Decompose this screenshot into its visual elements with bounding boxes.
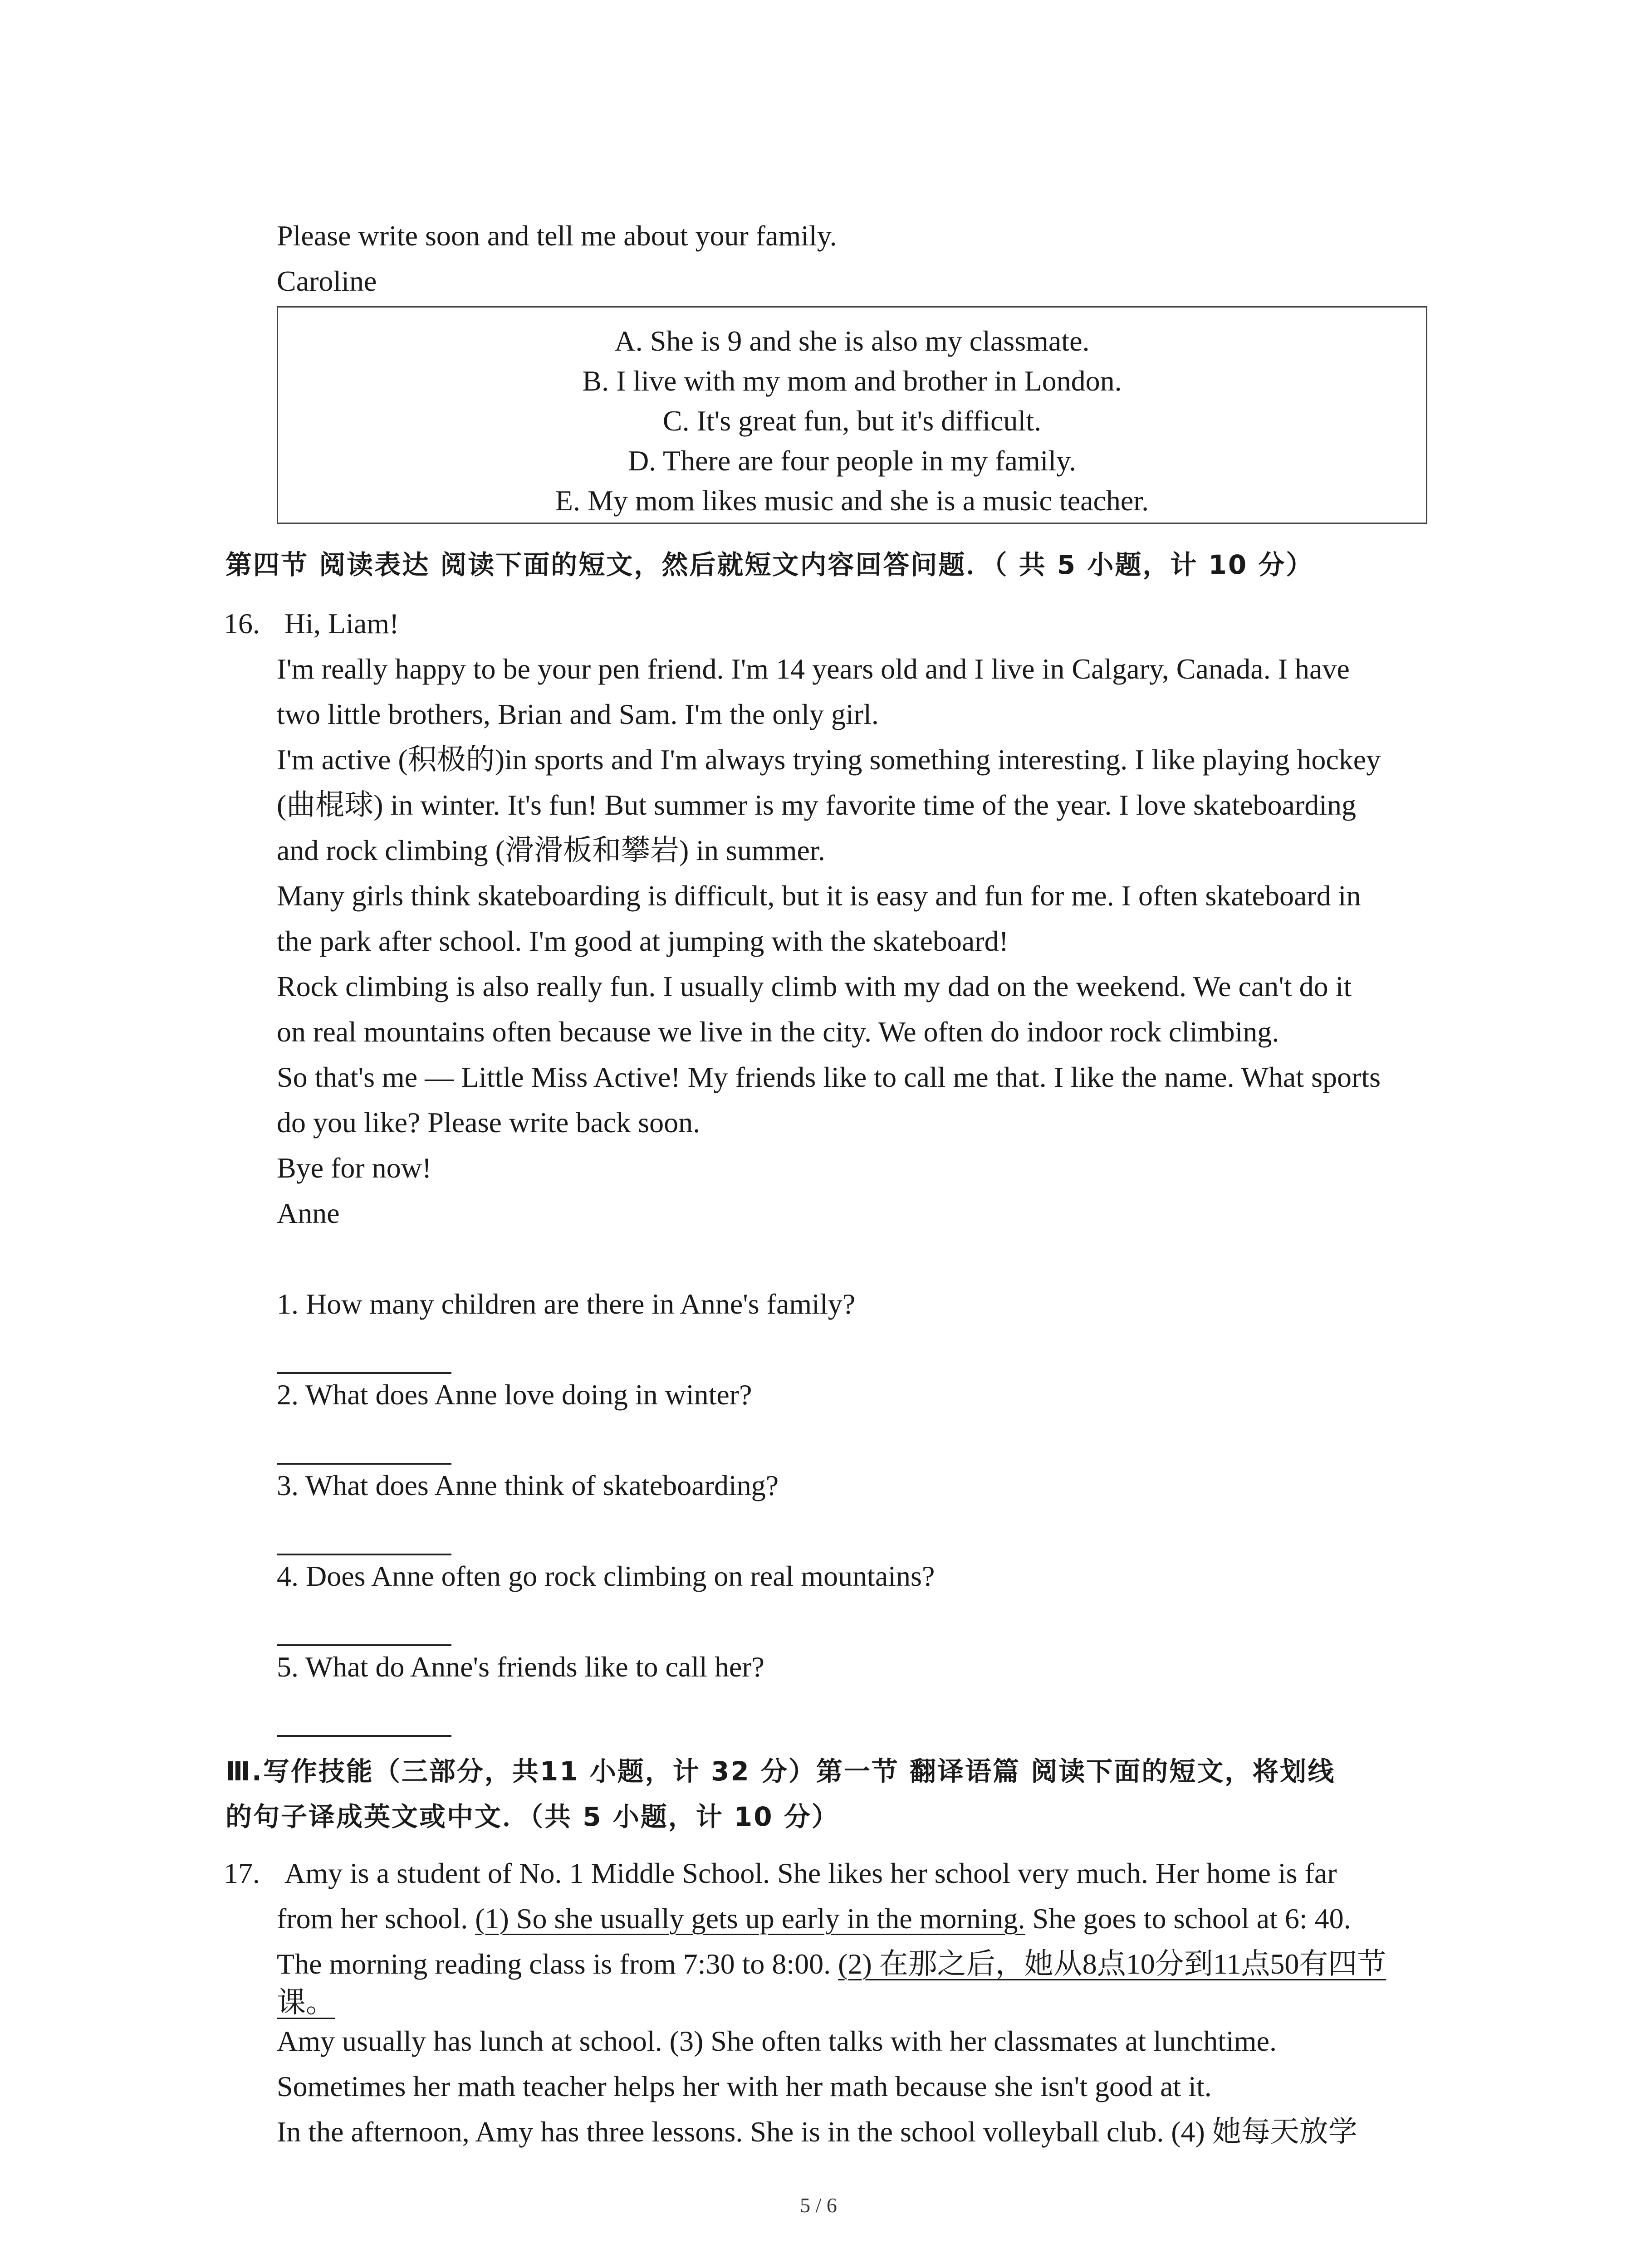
q17-text: from her school. (277, 1902, 475, 1935)
q16-passage-line: do you like? Please write back soon. (277, 1106, 700, 1139)
part3-header-line2: 的句子译成英文或中文．（共 5 小题，计 10 分） (225, 1801, 839, 1832)
q17-passage-line-2 (277, 1896, 1351, 1941)
q17-underlined-sentence-2: (2) 在那之后，她从8点10分到11点50有四节 (838, 1948, 1386, 1980)
q17-underlined-sentence-1: (1) So she usually gets up early in the morning. (475, 1902, 1025, 1935)
q16-passage-line: Many girls think skateboarding is difficult, but it is easy and fun for me. I often skateboard in (277, 880, 1361, 912)
q16-passage-line: I'm active (积极的)in sports and I'm always trying something interesting. I like playing hockey (277, 743, 1381, 776)
q17-text: The morning reading class is from 7:30 to 8:00. (277, 1948, 838, 1980)
q16-greeting: Hi, Liam! (284, 607, 399, 640)
q16-passage-line: So that's me — Little Miss Active! My friends like to call me that. I like the name. What sports (277, 1061, 1381, 1093)
option-c: C. It's great fun, but it's difficult. (662, 405, 1042, 437)
letter-signature: Caroline (277, 265, 377, 297)
q16-passage-line: I'm really happy to be your pen friend. I'm 14 years old and I live in Calgary, Canada. I have (277, 653, 1350, 685)
page-number: 5 / 6 (800, 2194, 837, 2217)
q16-question-4: 4. Does Anne often go rock climbing on real mountains? (277, 1560, 935, 1592)
q17-passage-line: In the afternoon, Amy has three lessons. She is in the school volleyball club. (4) 她每天放学 (277, 2116, 1357, 2148)
q16-passage-line: two little brothers, Brian and Sam. I'm the only girl. (277, 698, 879, 730)
q17-passage-line: Amy usually has lunch at school. (3) She often talks with her classmates at lunchtime. (277, 2025, 1277, 2057)
q16-passage-line: the park after school. I'm good at jumping with the skateboard! (277, 925, 1009, 957)
part3-header-line1: Ⅲ.写作技能（三部分，共11 小题，计 32 分）第一节 翻译语篇 阅读下面的短文，将划线 (225, 1756, 1336, 1787)
option-d: D. There are four people in my family. (627, 445, 1077, 477)
q16-passage-line: Bye for now! (277, 1152, 432, 1184)
option-e: E. My mom likes music and she is a music teacher. (555, 484, 1149, 517)
q17-number: 17. (224, 1857, 260, 1889)
option-a: A. She is 9 and she is also my classmate. (614, 325, 1090, 357)
q16-question-1: 1. How many children are there in Anne's family? (277, 1288, 856, 1320)
q16-passage-line: and rock climbing (滑滑板和攀岩) in summer. (277, 834, 825, 866)
option-b: B. I live with my mom and brother in London. (582, 365, 1122, 397)
q16-passage-line: Anne (277, 1197, 340, 1229)
answer-blank-5[interactable] (277, 1735, 451, 1737)
q16-passage-line: on real mountains often because we live in the city. We often do indoor rock climbing. (277, 1016, 1279, 1048)
q17-text: She goes to school at 6: 40. (1025, 1902, 1351, 1935)
letter-closing-line: Please write soon and tell me about your family. (277, 220, 837, 252)
q17-passage-line: Amy is a student of No. 1 Middle School. She likes her school very much. Her home is far (284, 1857, 1337, 1889)
options-box (277, 306, 1427, 524)
q16-question-3: 3. What does Anne think of skateboarding? (277, 1469, 779, 1501)
q17-underlined-sentence-2-cont: 课。 (277, 1986, 335, 2019)
q16-question-2: 2. What does Anne love doing in winter? (277, 1378, 752, 1411)
q17-passage-line: Sometimes her math teacher helps her with her math because she isn't good at it. (277, 2070, 1212, 2102)
q16-number: 16. (224, 607, 260, 640)
q16-passage-line: (曲棍球) in winter. It's fun! But summer is my favorite time of the year. I love skateboarding (277, 789, 1356, 821)
q17-passage-line-3 (277, 1941, 1386, 1987)
q16-passage-line: Rock climbing is also really fun. I usually climb with my dad on the weekend. We can't do it (277, 970, 1352, 1002)
q16-question-5: 5. What do Anne's friends like to call her? (277, 1651, 764, 1683)
section4-header: 第四节 阅读表达 阅读下面的短文，然后就短文内容回答问题．（ 共 5 小题，计 10 分） (225, 549, 1314, 580)
